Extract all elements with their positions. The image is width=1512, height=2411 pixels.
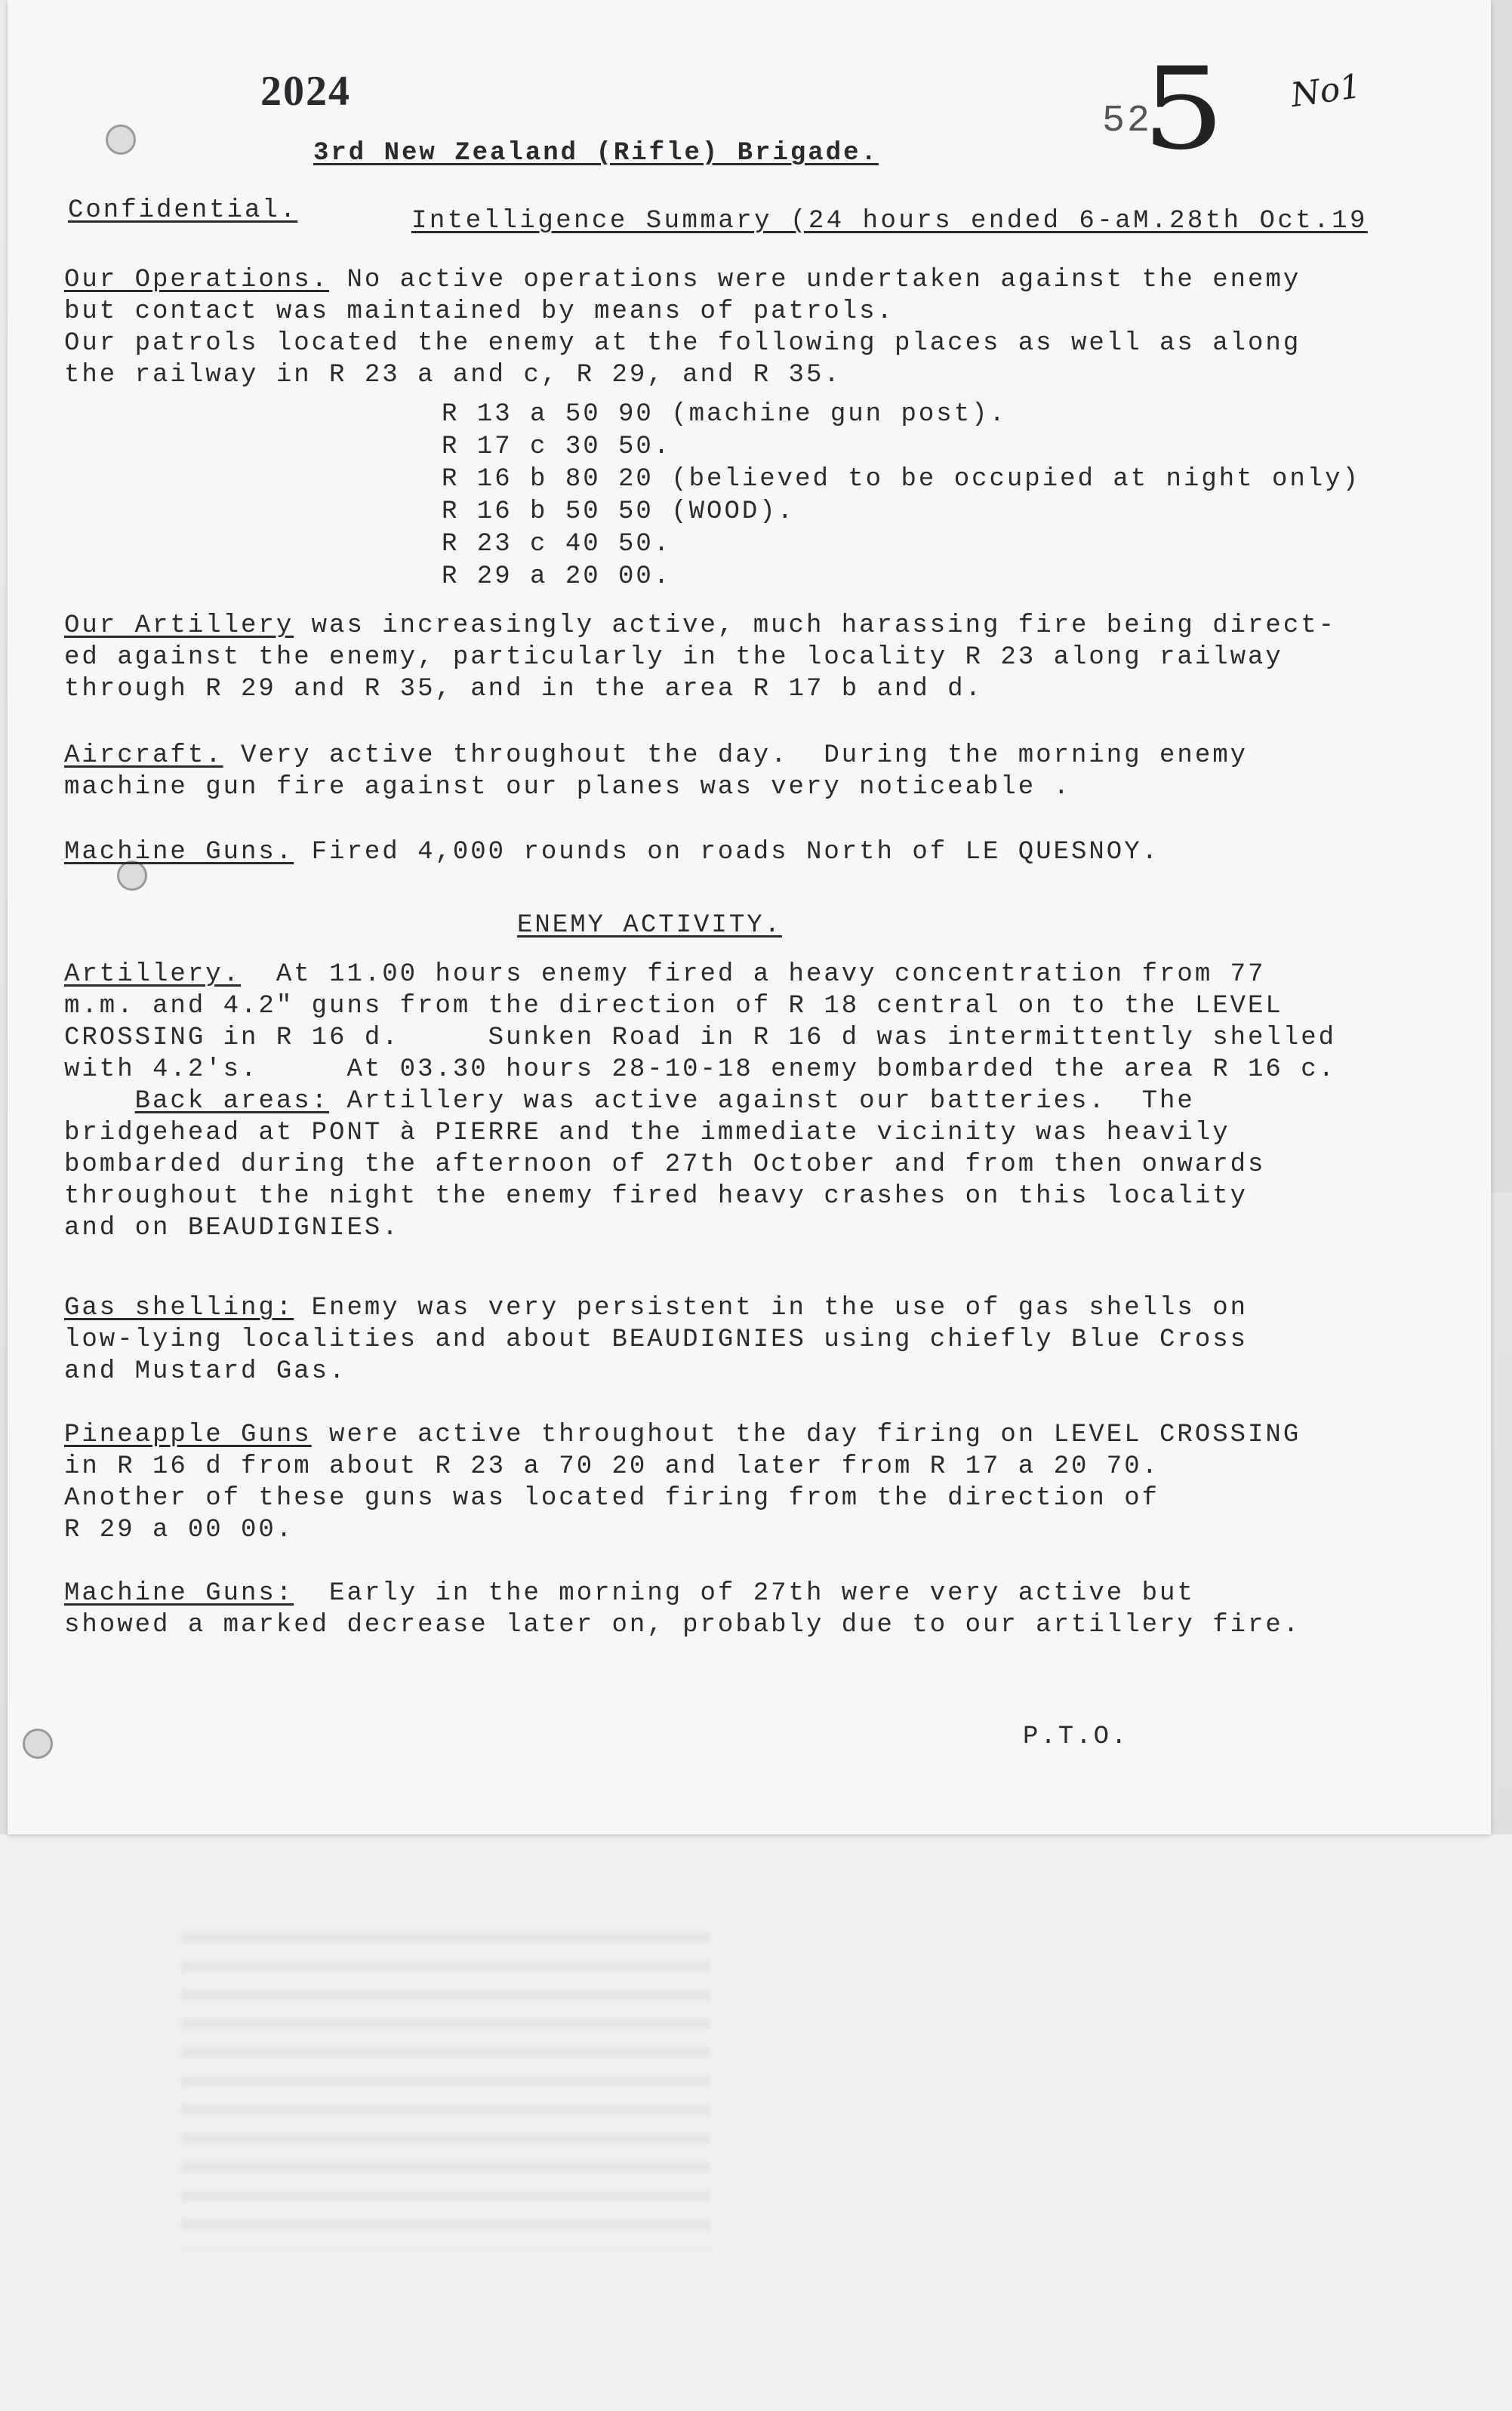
gas-shelling-line-2: low-lying localities and about BEAUDIGNIES using chiefly Blue Cross xyxy=(64,1326,1249,1354)
enemy-machine-guns-line-2: showed a marked decrease later on, probably due to our artillery fire. xyxy=(64,1611,1301,1640)
our-artillery-heading: Our Artillery xyxy=(64,611,294,640)
enemy-artillery-line-1: Artillery. At 11.00 hours enemy fired a heavy concentration from 77 xyxy=(64,960,1266,989)
unit-name: 3rd New Zealand (Rifle) Brigade. xyxy=(313,139,879,168)
pineapple-guns-line-1: Pineapple Guns were active throughout the day firing on LEVEL CROSSING xyxy=(64,1421,1301,1449)
location-item: R 29 a 20 00. xyxy=(442,562,672,591)
patrol-locations-list xyxy=(442,399,1360,593)
location-item: R 17 c 30 50. xyxy=(442,433,672,461)
our-artillery-line-2: ed against the enemy, particularly in the locality R 23 along railway xyxy=(64,643,1283,672)
aircraft-line-2: machine gun fire against our planes was very noticeable . xyxy=(64,773,1071,802)
our-operations-section xyxy=(64,264,1453,391)
our-operations-line-2: but contact was maintained by means of patrols. xyxy=(64,297,895,326)
gas-shelling-line-1: Gas shelling: Enemy was very persistent in the use of gas shells on xyxy=(64,1294,1249,1323)
location-item: R 23 c 40 50. xyxy=(442,530,672,559)
enemy-machine-guns-line-1: Machine Guns: Early in the morning of 27th were very active but xyxy=(64,1579,1195,1608)
aircraft-heading: Aircraft. xyxy=(64,741,223,770)
pto-note: P.T.O. xyxy=(1023,1723,1129,1751)
faint-bleedthrough-text xyxy=(181,1932,710,2249)
enemy-artillery-line-4: with 4.2's. At 03.30 hours 28-10-18 enemy bombarded the area R 16 c. xyxy=(64,1055,1337,1084)
gas-shelling-section xyxy=(64,1292,1453,1387)
our-operations-line-3: Our patrols located the enemy at the following places as well as along xyxy=(64,329,1301,358)
pineapple-guns-line-2: in R 16 d from about R 23 a 70 20 and later from R 17 a 20 70. xyxy=(64,1452,1160,1481)
summary-title: Intelligence Summary (24 hours ended 6-aM.28th Oct.19 xyxy=(411,207,1368,236)
our-artillery-line-3: through R 29 and R 35, and in the area R 17 b and d. xyxy=(64,675,983,704)
our-operations-line-4: the railway in R 23 a and c, R 29, and R 35. xyxy=(64,361,842,390)
back-areas-line-2: bridgehead at PONT à PIERRE and the immediate vicinity was heavily xyxy=(64,1119,1230,1147)
folio-stamp: 52 xyxy=(1102,100,1153,143)
enemy-artillery-section xyxy=(64,959,1453,1244)
pineapple-guns-section xyxy=(64,1419,1453,1546)
our-machine-guns-section xyxy=(64,836,1453,868)
enemy-activity-heading: ENEMY ACTIVITY. xyxy=(517,911,783,940)
enemy-artillery-line-3: CROSSING in R 16 d. Sunken Road in R 16 d was intermittently shelled xyxy=(64,1024,1337,1052)
gas-shelling-heading: Gas shelling: xyxy=(64,1294,294,1323)
back-areas-line-5: and on BEAUDIGNIES. xyxy=(64,1214,400,1242)
our-operations-line-1: Our Operations. No active operations were undertaken against the enemy xyxy=(64,266,1301,294)
back-areas-line-4: throughout the night the enemy fired heavy crashes on this locality xyxy=(64,1182,1249,1211)
location-item: R 13 a 50 90 (machine gun post). xyxy=(442,400,1007,429)
our-artillery-line-1: Our Artillery was increasingly active, much harassing fire being direct- xyxy=(64,611,1337,640)
file-number: 2024 xyxy=(260,68,351,115)
punch-hole-top xyxy=(106,125,136,155)
location-item: R 16 b 50 50 (WOOD). xyxy=(442,497,796,526)
location-item: R 16 b 80 20 (believed to be occupied at night only) xyxy=(442,465,1360,494)
back-areas-heading: Back areas: xyxy=(134,1087,330,1116)
gas-shelling-line-3: and Mustard Gas. xyxy=(64,1357,347,1386)
folio-handwritten: 5 xyxy=(1141,44,1225,175)
our-machine-guns-line: Machine Guns. Fired 4,000 rounds on roads North of LE QUESNOY. xyxy=(64,838,1160,867)
our-machine-guns-heading: Machine Guns. xyxy=(64,838,294,867)
document-page xyxy=(8,0,1491,1834)
our-artillery-section xyxy=(64,610,1453,705)
back-areas-line-1: Back areas: Artillery was active against our batteries. The xyxy=(134,1087,1195,1116)
punch-hole-lower xyxy=(23,1729,53,1759)
pineapple-guns-heading: Pineapple Guns xyxy=(64,1421,312,1449)
classification: Confidential. xyxy=(68,196,298,225)
aircraft-section xyxy=(64,740,1453,803)
enemy-artillery-line-2: m.m. and 4.2" guns from the direction of R 18 central on to the LEVEL xyxy=(64,992,1283,1021)
enemy-machine-guns-heading: Machine Guns: xyxy=(64,1579,294,1608)
handwritten-note: No1 xyxy=(1288,66,1364,115)
back-areas-line-3: bombarded during the afternoon of 27th October and from then onwards xyxy=(64,1150,1266,1179)
pineapple-guns-line-3: Another of these guns was located firing from the direction of xyxy=(64,1484,1160,1513)
pineapple-guns-line-4: R 29 a 00 00. xyxy=(64,1516,294,1544)
enemy-machine-guns-section xyxy=(64,1578,1453,1641)
our-operations-heading: Our Operations. xyxy=(64,266,330,294)
enemy-artillery-heading: Artillery. xyxy=(64,960,242,989)
aircraft-line-1: Aircraft. Very active throughout the day. During the morning enemy xyxy=(64,741,1249,770)
